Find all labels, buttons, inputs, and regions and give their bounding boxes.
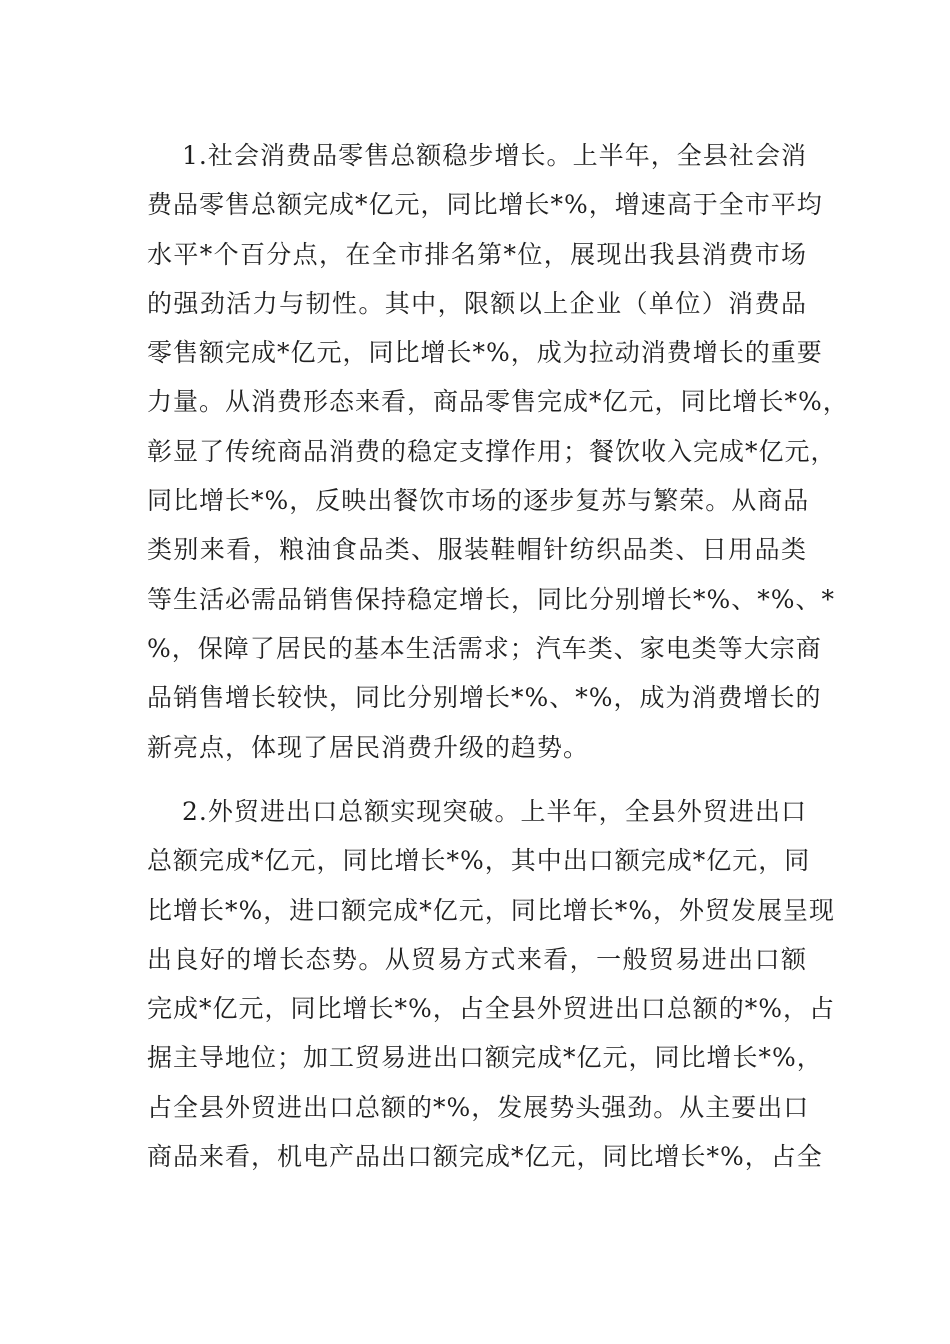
text-line: 比增长*%，进口额完成*亿元，同比增长*%，外贸发展呈现: [147, 895, 836, 925]
text-line: 费品零售总额完成*亿元，同比增长*%，增速高于全市平均: [147, 190, 823, 220]
text-line: 品销售增长较快，同比分别增长*%、*%，成为消费增长的: [147, 683, 822, 713]
text-line: 的强劲活力与韧性。其中，限额以上企业（单位）消费品: [147, 288, 807, 318]
text-line: 零售额完成*亿元，同比增长*%，成为拉动消费增长的重要: [147, 338, 823, 368]
text-line: 商品来看，机电产品出口额完成*亿元，同比增长*%，占全: [147, 1142, 823, 1172]
text-line: 2.外贸进出口总额实现突破。上半年，全县外贸进出口: [182, 797, 807, 826]
paragraph-foreign-trade: [147, 787, 836, 1181]
text-line: 出良好的增长态势。从贸易方式来看，一般贸易进出口额: [147, 944, 807, 974]
text-line: 力量。从消费形态来看，商品零售完成*亿元，同比增长*%，: [147, 387, 849, 417]
paragraph-retail-sales: [147, 131, 849, 772]
text-line: 占全县外贸进出口总额的*%，发展势头强劲。从主要出口: [147, 1092, 810, 1122]
text-line: 同比增长*%，反映出餐饮市场的逐步复苏与繁荣。从商品: [147, 486, 810, 516]
text-line: 类别来看，粮油食品类、服装鞋帽针纺织品类、日用品类: [147, 535, 807, 565]
text-line: 彰显了传统商品消费的稳定支撑作用；餐饮收入完成*亿元，: [147, 436, 837, 466]
text-line: %，保障了居民的基本生活需求；汽车类、家电类等大宗商: [147, 633, 822, 663]
text-line: 新亮点，体现了居民消费升级的趋势。: [147, 732, 590, 762]
text-line: 1.社会消费品零售总额稳步增长。上半年，全县社会消: [182, 141, 807, 170]
text-line: 总额完成*亿元，同比增长*%，其中出口额完成*亿元，同: [147, 846, 811, 876]
text-line: 完成*亿元，同比增长*%，占全县外贸进出口总额的*%，占: [147, 994, 836, 1024]
text-line: 水平*个百分点，在全市排名第*位，展现出我县消费市场: [147, 239, 807, 269]
text-line: 等生活必需品销售保持稳定增长，同比分别增长*%、*%、*: [147, 584, 836, 614]
text-line: 据主导地位；加工贸易进出口额完成*亿元，同比增长*%，: [147, 1043, 823, 1073]
